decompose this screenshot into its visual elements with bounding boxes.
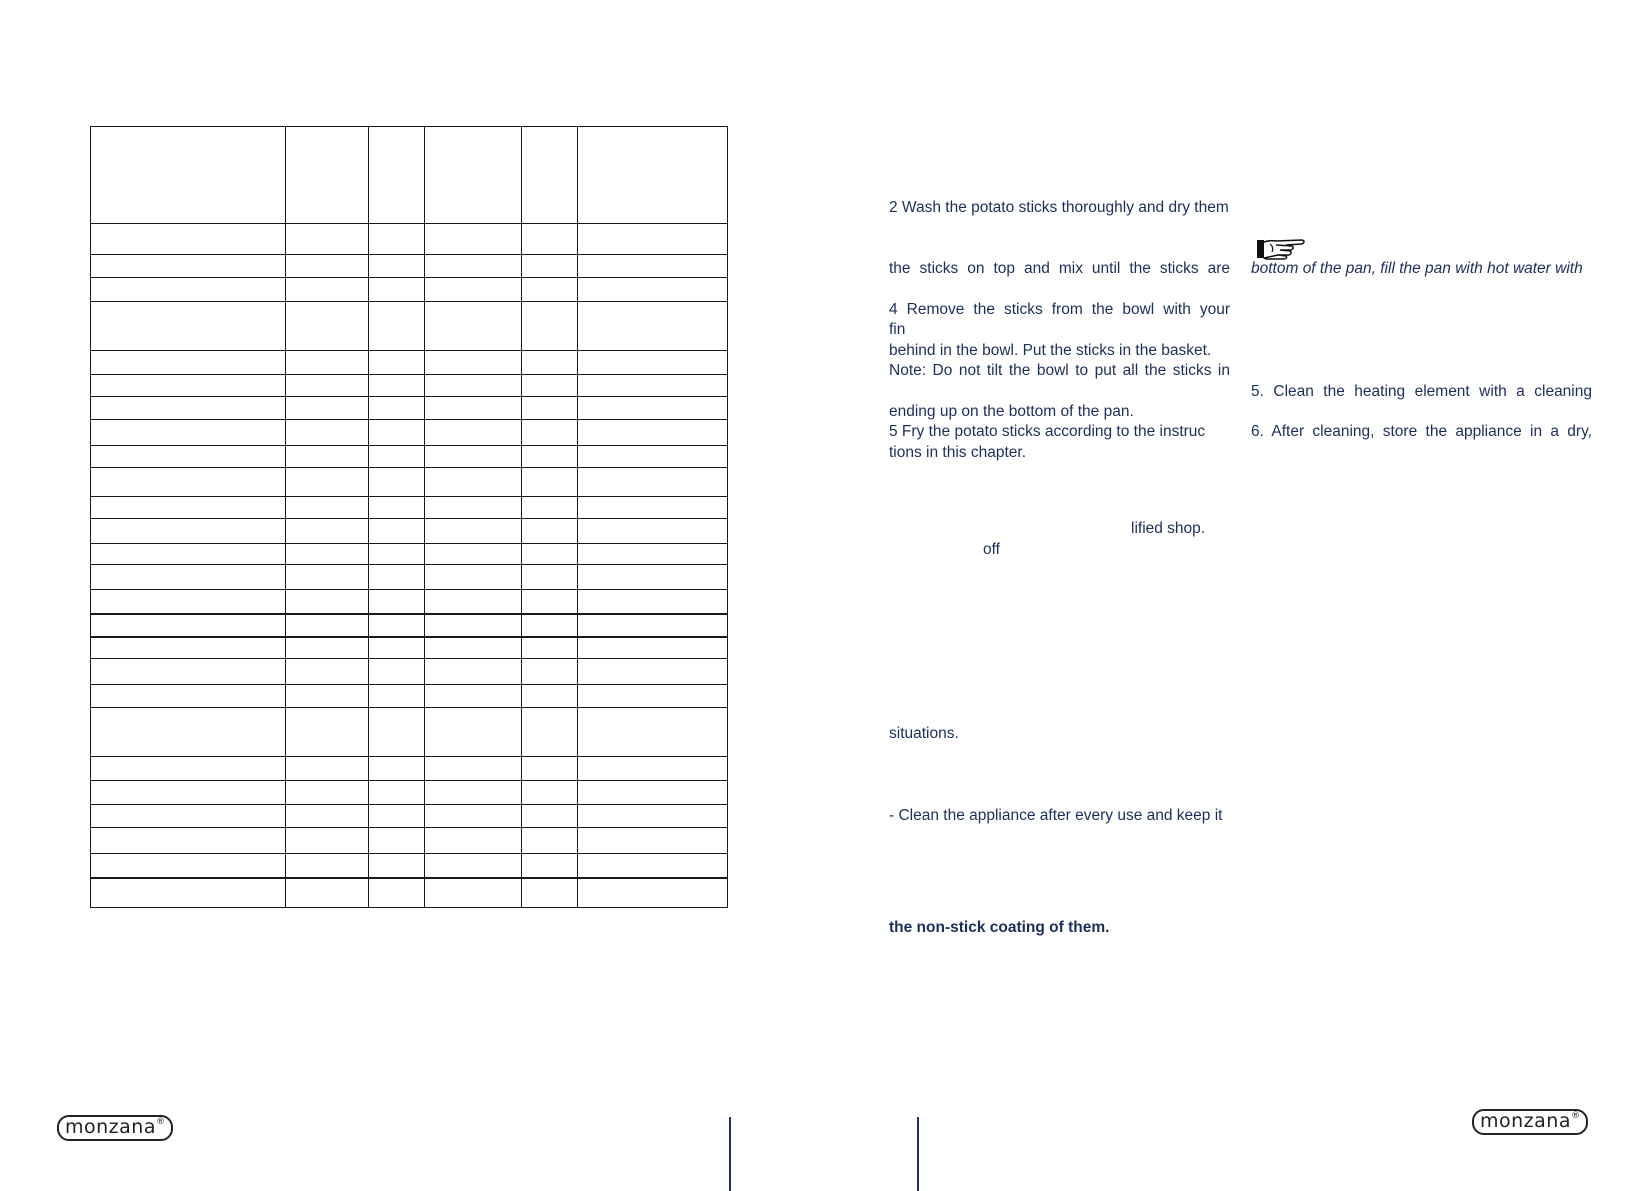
step5-text-line2: tions in this chapter.	[889, 444, 1026, 461]
step4-text-line2: fin	[889, 321, 906, 338]
table-row-divider	[91, 419, 727, 420]
nonstick-text: the non-stick coating of them.	[889, 919, 1110, 936]
step5-text-line1: 5 Fry the potato sticks according to the instruc	[889, 423, 1206, 440]
qualified-shop-fragment: lified shop.	[1131, 520, 1206, 537]
table-row-divider	[91, 589, 727, 590]
off-fragment: off	[983, 541, 1000, 558]
step4-text-line3: behind in the bowl. Put the sticks in the basket.	[889, 342, 1212, 359]
table-row-divider	[91, 543, 727, 544]
page-divider-line	[729, 1117, 731, 1191]
ending-text: ending up on the bottom of the pan.	[889, 403, 1134, 420]
table-row-divider	[91, 780, 727, 781]
table-column-divider	[285, 127, 286, 907]
table-row-divider	[91, 374, 727, 375]
table-row-divider	[91, 877, 727, 879]
step4-text-line1: 4 Remove the sticks from the bowl with your	[889, 301, 1230, 318]
table-column-divider	[424, 127, 425, 907]
sticks-text: the sticks on top and mix until the sticks are	[889, 260, 1230, 277]
table-row-divider	[91, 658, 727, 659]
table-column-divider	[521, 127, 522, 907]
page-divider-line	[917, 1117, 919, 1191]
table-column-divider	[368, 127, 369, 907]
table-row-divider	[91, 613, 727, 615]
table-row-divider	[91, 684, 727, 685]
clean-text: - Clean the appliance after every use and keep it	[889, 807, 1223, 824]
table-row-divider	[91, 496, 727, 497]
table-row-divider	[91, 853, 727, 854]
specification-table	[90, 126, 728, 908]
table-row-divider	[91, 301, 727, 302]
note-text: Note: Do not tilt the bowl to put all the sticks in	[889, 362, 1230, 379]
monzana-logo: monzana®	[1472, 1109, 1588, 1135]
table-row-divider	[91, 277, 727, 278]
monzana-logo: monzana®	[57, 1115, 173, 1141]
table-row-divider	[91, 396, 727, 397]
table-row-divider	[91, 804, 727, 805]
step2-text: 2 Wash the potato sticks thoroughly and dry them	[889, 199, 1229, 216]
situations-text: situations.	[889, 725, 959, 742]
table-row-divider	[91, 445, 727, 446]
step5-clean-text: 5. Clean the heating element with a cleaning	[1251, 383, 1592, 400]
table-column-divider	[577, 127, 578, 907]
table-row-divider	[91, 467, 727, 468]
table-row-divider	[91, 636, 727, 638]
tip-text: bottom of the pan, fill the pan with hot water with	[1251, 260, 1583, 277]
table-row-divider	[91, 518, 727, 519]
table-row-divider	[91, 827, 727, 828]
table-row-divider	[91, 756, 727, 757]
table-row-divider	[91, 564, 727, 565]
step6-store-text: 6. After cleaning, store the appliance in a dry,	[1251, 423, 1592, 440]
table-row-divider	[91, 223, 727, 224]
table-row-divider	[91, 254, 727, 255]
table-row-divider	[91, 350, 727, 351]
table-row-divider	[91, 707, 727, 708]
pointing-hand-icon	[1256, 234, 1308, 260]
